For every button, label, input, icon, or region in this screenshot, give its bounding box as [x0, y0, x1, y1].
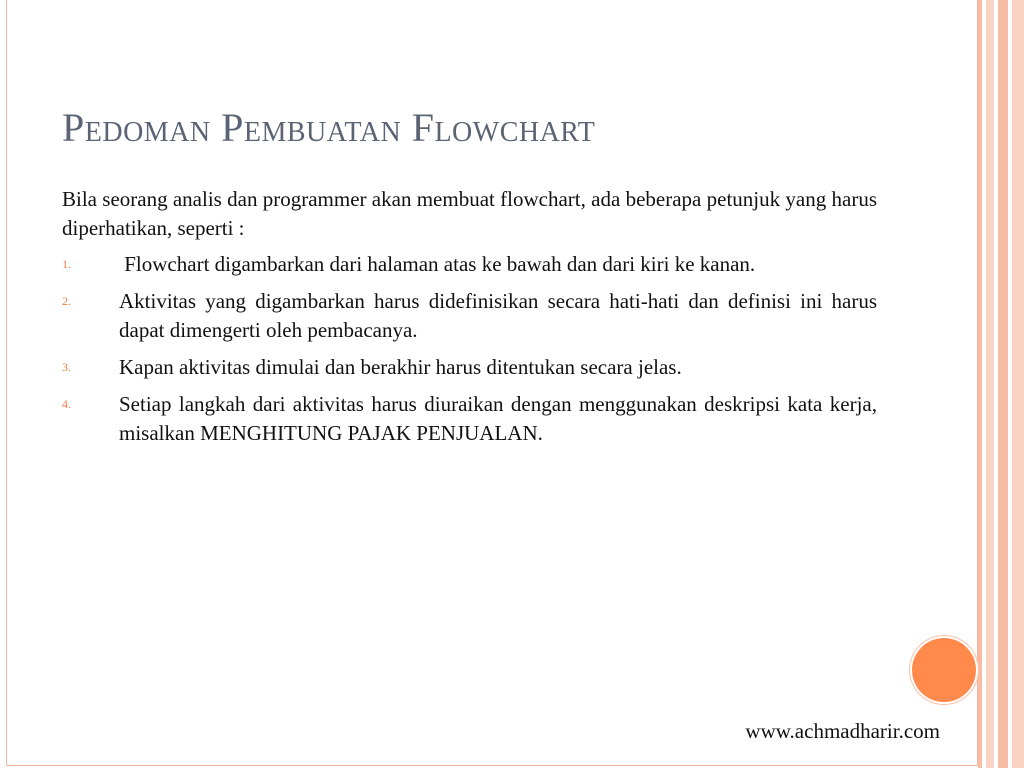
footer-url: www.achmadharir.com	[745, 719, 940, 743]
list-item-text: Setiap langkah dari aktivitas harus diuraikan dengan menggunakan deskripsi kata kerja, misalkan MENGHITUNG PAJAK PENJUALAN.	[119, 392, 877, 445]
decorative-orange-circle	[912, 638, 976, 702]
list-item	[62, 287, 877, 345]
slide-title: Pedoman Pembuatan Flowchart	[62, 105, 596, 150]
list-number: 4.	[62, 397, 71, 411]
stripe-3	[998, 0, 1008, 768]
slide-body	[62, 185, 877, 456]
list-number: 3.	[62, 360, 71, 374]
list-number: 1.	[62, 257, 71, 271]
list-item	[62, 353, 877, 382]
stripe-4	[1012, 0, 1024, 768]
stripe-2	[986, 0, 994, 768]
list-number: 2.	[62, 294, 71, 308]
list-item	[62, 390, 877, 448]
intro-paragraph: Bila seorang analis dan programmer akan membuat flowchart, ada beberapa petunjuk yang harus diperhatikan, seperti :	[62, 187, 877, 240]
list-item-text: Kapan aktivitas dimulai dan berakhir harus ditentukan secara jelas.	[119, 355, 682, 379]
list-item-text: Aktivitas yang digambarkan harus didefinisikan secara hati-hati dan definisi ini harus dapat dimengerti oleh pembacanya.	[119, 289, 877, 342]
list-item-text: Flowchart digambarkan dari halaman atas ke bawah dan dari kiri ke kanan.	[119, 252, 756, 276]
stripe-1	[978, 0, 982, 768]
list-item	[62, 250, 877, 279]
decorative-side-stripes	[978, 0, 1024, 768]
guideline-list	[62, 250, 877, 448]
